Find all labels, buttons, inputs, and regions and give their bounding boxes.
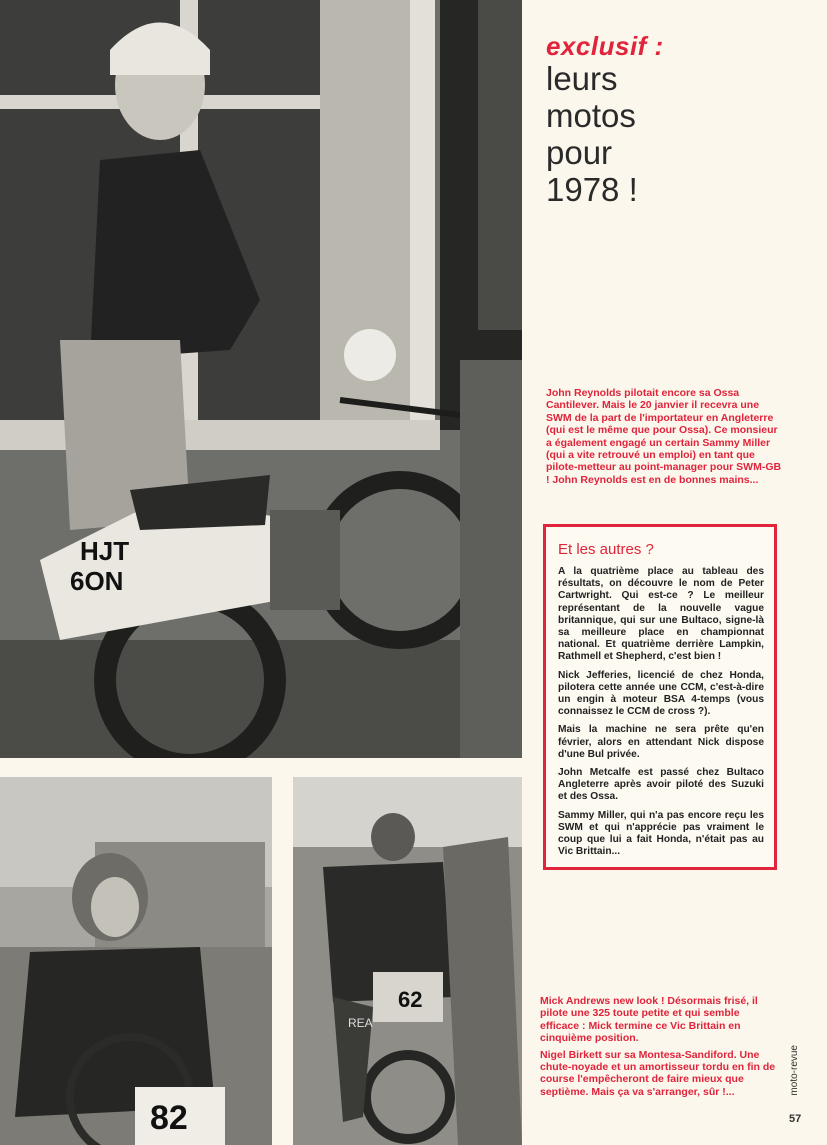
caption-top-text: John Reynolds pilotait encore sa Ossa Cantilever. Mais le 20 janvier il recevra une SWM de la part de l'importateur en Angleterre (qui est le même que pour Ossa). Ce monsieur a également engagé un certain Sammy Miller (qui a vite retrouvé un emploi) en tant que pilote-metteur au point-manager pour SWM-GB ! John Reynolds est en de bonnes mains...	[546, 387, 782, 486]
sidebar-et-les-autres	[543, 524, 777, 870]
sidebar-title: Et les autres ?	[558, 541, 654, 558]
plate-text-line-1: HJT	[80, 536, 130, 566]
caption-andrews-birkett	[540, 995, 780, 1102]
sidebar-paragraph: A la quatrième place au tableau des résultats, on découvre le nom de Peter Cartwright. Qui est-ce ? Le meilleur représentant de la nouvelle vague britannique, qui sur une Bultaco, signe-là sa meilleure place en championnat national. Et quatrième derrière Lampkin, Rathmell et Shepherd, c'est bien !	[558, 566, 764, 663]
caption-bottom-paragraph-2: Nigel Birkett sur sa Montesa-Sandiford. Une chute-noyade et un amortisseur tordu en fin de course l'empêcheront de faire mieux que septième. Mais ça va s'arranger, sûr !...	[540, 1048, 776, 1098]
photo-rider-helmet-crowd-image	[293, 777, 522, 1145]
sidebar-paragraph: John Metcalfe est passé chez Bultaco Angleterre après avoir piloté des Suzuki et des Ossa.	[558, 767, 764, 803]
sidebar-body	[558, 566, 764, 858]
sidebar-paragraph: Mais la machine ne sera prête qu'en février, alors en attendant Nick dispose d'une Bul privée.	[558, 724, 764, 760]
title-line-1: leurs	[546, 60, 618, 97]
title-line-4: 1978 !	[546, 171, 638, 208]
title-line-3: pour	[546, 134, 613, 171]
race-number: 62	[398, 987, 423, 1012]
caption-john-reynolds	[546, 387, 786, 490]
page-number: 57	[789, 1113, 802, 1125]
photo-rider-helmet-crowd	[293, 777, 522, 1145]
photo-rider-standing	[0, 0, 522, 758]
plate-text-line-2: 6ON	[70, 566, 124, 596]
race-number: 82	[150, 1099, 188, 1137]
article-title	[546, 32, 816, 208]
title-accent: exclusif :	[546, 31, 664, 61]
photo-rider-curly-hair	[0, 777, 272, 1145]
photo-rider-curly-hair-image	[0, 777, 272, 1145]
sidebar-paragraph: Nick Jefferies, licencié de chez Honda, pilotera cette année une CCM, c'est-à-dire un engin à moteur BSA 4-temps (vous connaissez le CCM de cross ?).	[558, 669, 764, 718]
photo-rider-standing-image	[0, 0, 522, 758]
caption-bottom-paragraph-1: Mick Andrews new look ! Désormais frisé, il pilote une 325 toute petite et qui semble efficace : Mick termine ce Vic Brittain en cinquième position.	[540, 995, 758, 1045]
sidebar-paragraph: Sammy Miller, qui n'a pas encore reçu les SWM et qui n'apprécie pas vraiment le coup que lui a fait Honda, n'était pas au Vic Brittain...	[558, 809, 764, 858]
magazine-name: moto-revue	[789, 1045, 800, 1096]
title-line-2: motos	[546, 97, 636, 134]
bib-letters: REA	[348, 1016, 373, 1030]
